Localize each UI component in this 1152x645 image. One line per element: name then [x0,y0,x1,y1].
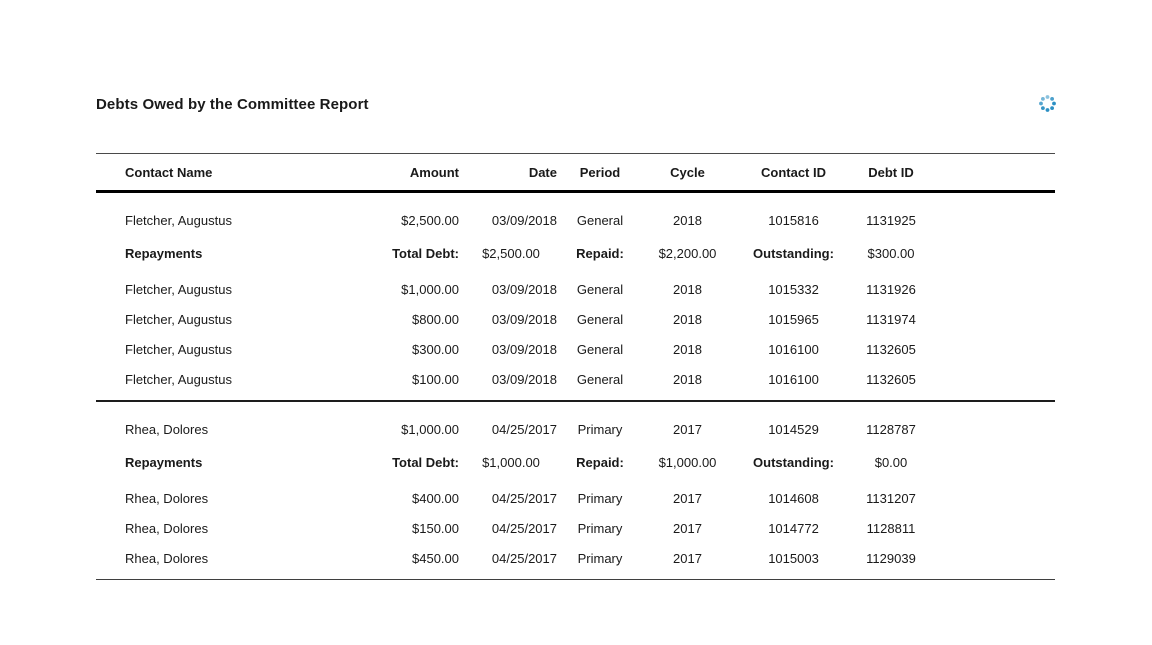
page-title: Debts Owed by the Committee Report [96,96,369,113]
date-cell: 04/25/2017 [491,491,557,506]
debt-id-cell: 1131925 [866,213,916,228]
filler-cell [930,335,1055,365]
debt-id-cell: 1129039 [866,551,916,566]
period-cell: General [576,372,624,387]
period-cell: Primary [577,491,623,506]
contact-name-cell: Rhea, Dolores [125,491,209,506]
date-cell: 03/09/2018 [491,213,557,228]
col-header-contact-id: Contact ID [735,154,852,192]
debt-id-cell: 1131207 [866,491,916,506]
contact-id-cell: 1016100 [768,342,819,357]
total-debt-value: $2,500.00 [482,246,540,261]
contact-name-cell: Rhea, Dolores [125,521,209,536]
loading-spinner-icon [1038,94,1057,113]
repaid-value: $1,000.00 [658,455,717,470]
amount-cell: $1,000.00 [401,422,459,437]
debts-table [96,153,1055,580]
cycle-cell: 2018 [673,342,702,357]
cycle-cell: 2017 [673,422,702,437]
outstanding-label: Outstanding: [753,455,834,470]
debt-id-cell: 1132605 [866,372,916,387]
col-header-debt-id: Debt ID [852,154,930,192]
repayment-row [96,514,1055,544]
period-cell: General [576,312,624,327]
cycle-cell: 2018 [673,213,702,228]
contact-id-cell: 1015816 [768,213,819,228]
date-cell: 04/25/2017 [491,521,557,536]
debt-block-fletcher [96,192,1055,402]
date-cell: 03/09/2018 [491,312,557,327]
amount-cell: $300.00 [412,342,459,357]
date-cell: 03/09/2018 [491,372,557,387]
repayments-summary-row [96,447,1055,484]
total-debt-label: Total Debt: [392,246,459,261]
outstanding-value: $300.00 [867,246,915,261]
cycle-cell: 2018 [673,372,702,387]
contact-name-cell: Fletcher, Augustus [125,282,232,297]
contact-name-cell: Fletcher, Augustus [125,312,232,327]
outstanding-value: $0.00 [874,455,908,470]
col-header-amount: Amount [364,154,462,192]
period-cell: Primary [577,422,623,437]
cycle-cell: 2017 [673,551,702,566]
debt-id-cell: 1132605 [866,342,916,357]
contact-id-cell: 1014529 [768,422,819,437]
cycle-cell: 2018 [673,282,702,297]
filler-cell [930,365,1055,401]
amount-cell: $100.00 [412,372,459,387]
period-cell: Primary [577,521,623,536]
filler-cell [930,238,1055,275]
outstanding-label: Outstanding: [753,246,834,261]
repayment-row [96,305,1055,335]
amount-cell: $400.00 [412,491,459,506]
debt-id-cell: 1128811 [866,521,916,536]
contact-id-cell: 1014772 [768,521,819,536]
repayment-row [96,544,1055,580]
repaid-label: Repaid: [576,455,624,470]
total-debt-value: $1,000.00 [482,455,540,470]
col-header-cycle: Cycle [640,154,735,192]
repayment-row [96,484,1055,514]
repayments-label: Repayments [125,455,203,470]
period-cell: General [576,342,624,357]
cycle-cell: 2018 [673,312,702,327]
debt-block-rhea [96,401,1055,580]
amount-cell: $800.00 [412,312,459,327]
contact-name-cell: Fletcher, Augustus [125,372,232,387]
amount-cell: $1,000.00 [401,282,459,297]
period-cell: General [576,282,624,297]
debt-row [96,192,1055,239]
repayment-row [96,335,1055,365]
amount-cell: $2,500.00 [401,213,459,228]
filler-cell [930,447,1055,484]
repayment-row [96,365,1055,401]
filler-cell [930,401,1055,447]
repayment-row [96,275,1055,305]
filler-cell [930,484,1055,514]
total-debt-label: Total Debt: [392,455,459,470]
debt-id-cell: 1128787 [866,422,916,437]
table-header-row [96,154,1055,192]
date-cell: 04/25/2017 [491,422,557,437]
contact-name-cell: Rhea, Dolores [125,551,209,566]
col-header-contact-name: Contact Name [96,154,364,192]
amount-cell: $150.00 [412,521,459,536]
filler-header-cell [930,154,1055,192]
debt-id-cell: 1131926 [866,282,916,297]
contact-id-cell: 1014608 [768,491,819,506]
contact-name-cell: Fletcher, Augustus [125,213,232,228]
cycle-cell: 2017 [673,521,702,536]
contact-id-cell: 1016100 [768,372,819,387]
contact-id-cell: 1015003 [768,551,819,566]
repaid-value: $2,200.00 [658,246,717,261]
filler-cell [930,305,1055,335]
col-header-date: Date [462,154,560,192]
filler-cell [930,514,1055,544]
contact-name-cell: Rhea, Dolores [125,422,209,437]
filler-cell [930,544,1055,580]
period-cell: Primary [577,551,623,566]
date-cell: 04/25/2017 [491,551,557,566]
contact-id-cell: 1015332 [768,282,819,297]
period-cell: General [576,213,624,228]
amount-cell: $450.00 [412,551,459,566]
filler-cell [930,275,1055,305]
repayments-label: Repayments [125,246,203,261]
date-cell: 03/09/2018 [491,282,557,297]
debt-id-cell: 1131974 [866,312,916,327]
contact-id-cell: 1015965 [768,312,819,327]
contact-name-cell: Fletcher, Augustus [125,342,232,357]
debt-row [96,401,1055,447]
repayments-summary-row [96,238,1055,275]
cycle-cell: 2017 [673,491,702,506]
date-cell: 03/09/2018 [491,342,557,357]
col-header-period: Period [560,154,640,192]
filler-cell [930,192,1055,239]
spinner-dots [1039,95,1056,112]
repaid-label: Repaid: [576,246,624,261]
